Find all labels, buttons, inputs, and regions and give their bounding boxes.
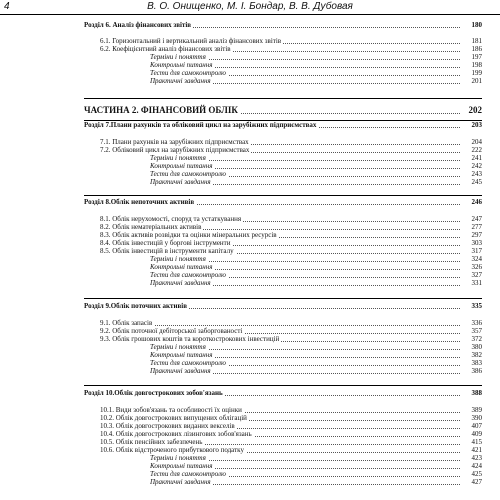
toc-entry-page: 427 [461, 478, 482, 487]
toc-entry-page: 389 [461, 406, 482, 415]
toc-entry-title: ЧАСТИНА 2. ФІНАНСОВИЙ ОБЛІК [84, 105, 238, 115]
toc-entry-page: 331 [461, 279, 482, 288]
section-divider [84, 98, 482, 99]
toc-entry-title: Контрольні питання [150, 61, 213, 69]
toc-entry [84, 198, 482, 207]
toc-entry-page: 222 [461, 146, 482, 155]
toc-entry [150, 478, 482, 487]
toc-entry-title: Розділ 9.Облік поточних активів [84, 302, 188, 310]
toc-entry-page: 336 [461, 319, 482, 328]
toc-entry-page: 409 [461, 430, 482, 439]
toc-entry [150, 279, 482, 288]
toc-entry-title: Практичні завдання [150, 279, 211, 287]
toc-entry-page: 181 [461, 37, 482, 46]
toc-entry-page: 198 [461, 61, 482, 70]
toc-entry-page: 424 [461, 462, 482, 471]
toc-entry-title: 6.1. Горизонтальний і вертикальний аналіз фінансових звітів [100, 37, 282, 45]
toc-entry-title: 10.4. Облік довгострокових лізингових зобов'язань [100, 430, 252, 438]
toc-entry-page: 388 [461, 389, 482, 398]
toc-entry-title: 6.2. Коефіцієнтний аналіз фінансових звітів [100, 45, 231, 53]
toc-entry-page: 242 [461, 162, 482, 171]
toc-entry-page: 380 [461, 343, 482, 352]
dot-leader [100, 325, 482, 326]
page-number: 4 [4, 1, 10, 12]
toc-entry-page: 197 [461, 53, 482, 62]
toc-entry-page: 327 [461, 271, 482, 280]
toc-entry-title: Тести для самоконтролю [150, 359, 226, 367]
toc-entry-page: 245 [461, 178, 482, 187]
toc-entry-title: Контрольні питання [150, 162, 213, 170]
toc-entry-page: 277 [461, 223, 482, 232]
toc-entry-title: Терміни і поняття [150, 154, 206, 162]
section-divider [84, 385, 482, 386]
toc-entry [84, 302, 482, 311]
toc-entry-page: 421 [461, 446, 482, 455]
toc-entry-title: Терміни і поняття [150, 255, 206, 263]
toc-entry-title: Контрольні питання [150, 351, 213, 359]
toc-entry-title: 8.4. Облік інвестицій у боргові інструменти [100, 239, 231, 247]
toc-entry-title: Контрольні питання [150, 263, 213, 271]
toc-entry-page: 382 [461, 351, 482, 360]
toc-entry [150, 367, 482, 376]
toc-entry [150, 178, 482, 187]
toc-entry-page: 383 [461, 359, 482, 368]
toc-entry-title: Розділ 10.Облік довгострокових зобов'язань [84, 389, 223, 397]
toc-entry-title: 9.1. Облік запасів [100, 319, 153, 327]
toc-entry [84, 21, 482, 30]
toc-entry-page: 324 [461, 255, 482, 264]
toc-entry-title: Контрольні питання [150, 462, 213, 470]
toc-entry-title: Тести для самоконтролю [150, 470, 226, 478]
toc-entry-title: Розділ 7.Плани рахунків та обліковий цикл на зарубіжних підприємствах [84, 121, 317, 129]
toc-entry-title: 8.5. Облік інвестицій в інструменти капіталу [100, 247, 234, 255]
toc-entry-page: 357 [461, 327, 482, 336]
toc-entry-page: 201 [461, 77, 482, 86]
toc-entry-page: 297 [461, 231, 482, 240]
toc-entry-title: 9.2. Облік поточної дебіторської заборгованості [100, 327, 243, 335]
toc-entry-title: 8.2. Облік нематеріальних активів [100, 223, 202, 231]
toc-entry-title: Терміни і поняття [150, 343, 206, 351]
section-divider [84, 298, 482, 299]
toc-entry-page: 246 [461, 198, 482, 207]
toc-entry-title: 10.6. Облік відстроченого прибуткового податку [100, 446, 244, 454]
toc-entry-title: 10.1. Види зобов'язань та особливості їх оцінки [100, 406, 242, 414]
toc-entry [84, 389, 482, 398]
toc-entry-title: Тести для самоконтролю [150, 271, 226, 279]
toc-entry-page: 372 [461, 335, 482, 344]
toc-entry-title: Розділ 6. Аналіз фінансових звітів [84, 21, 192, 29]
toc-entry-page: 423 [461, 454, 482, 463]
toc-entry-title: 8.3. Облік активів розвідки та оцінки мінеральних ресурсів [100, 231, 277, 239]
toc-entry-title: 8.1. Облік нерухомості, споруд та устаткування [100, 215, 242, 223]
toc-entry-title: 9.3. Облік грошових коштів та короткострокових інвестицій [100, 335, 280, 343]
toc-entry-title: Практичні завдання [150, 478, 211, 486]
toc-entry-page: 303 [461, 239, 482, 248]
toc-entry-title: Практичні завдання [150, 77, 211, 85]
toc-entry-page: 386 [461, 367, 482, 376]
toc-entry-title: Тести для самоконтролю [150, 170, 226, 178]
toc-entry-page: 180 [461, 21, 482, 30]
toc-entry-page: 407 [461, 422, 482, 431]
toc-entry-title: 7.2. Обліковий цикл на зарубіжних підприємствах [100, 146, 250, 154]
toc-entry-page: 186 [461, 45, 482, 54]
toc-entry-page: 199 [461, 69, 482, 78]
toc-entry-page: 335 [461, 302, 482, 311]
toc-entry-title: 7.1. Плани рахунків на зарубіжних підприємствах [100, 138, 249, 146]
toc-entry-title: Терміни і поняття [150, 53, 206, 61]
toc-entry-page: 243 [461, 170, 482, 179]
toc-entry-title: Тести для самоконтролю [150, 69, 226, 77]
toc-entry-page: 425 [461, 470, 482, 479]
toc-entry-title: 10.5. Облік пенсійних забезпечень [100, 438, 203, 446]
toc-entry-page: 241 [461, 154, 482, 163]
toc-entry-page: 202 [461, 104, 482, 116]
toc-entry-page: 317 [461, 247, 482, 256]
toc-entry-title: Практичні завдання [150, 178, 211, 186]
section-divider [84, 195, 482, 196]
toc-entry-page: 326 [461, 263, 482, 272]
running-head-authors: В. О. Онищенко, М. І. Бондар, В. В. Дубовая [147, 1, 353, 12]
toc-entry-page: 204 [461, 138, 482, 147]
toc-entry-page: 203 [461, 121, 482, 130]
toc-entry [84, 121, 482, 130]
toc-entry-title: 10.3. Облік довгострокових виданих векселів [100, 422, 235, 430]
toc-entry [150, 77, 482, 86]
toc-entry-title: 10.2. Облік довгострокових випущених облігацій [100, 414, 247, 422]
toc-entry-title: Розділ 8.Облік непоточних активів [84, 198, 195, 206]
toc-entry-title: Практичні завдання [150, 367, 211, 375]
toc-entry-page: 247 [461, 215, 482, 224]
toc-entry-page: 390 [461, 414, 482, 423]
toc-entry-page: 415 [461, 438, 482, 447]
toc-entry-title: Терміни і поняття [150, 454, 206, 462]
toc-entry [84, 104, 482, 116]
